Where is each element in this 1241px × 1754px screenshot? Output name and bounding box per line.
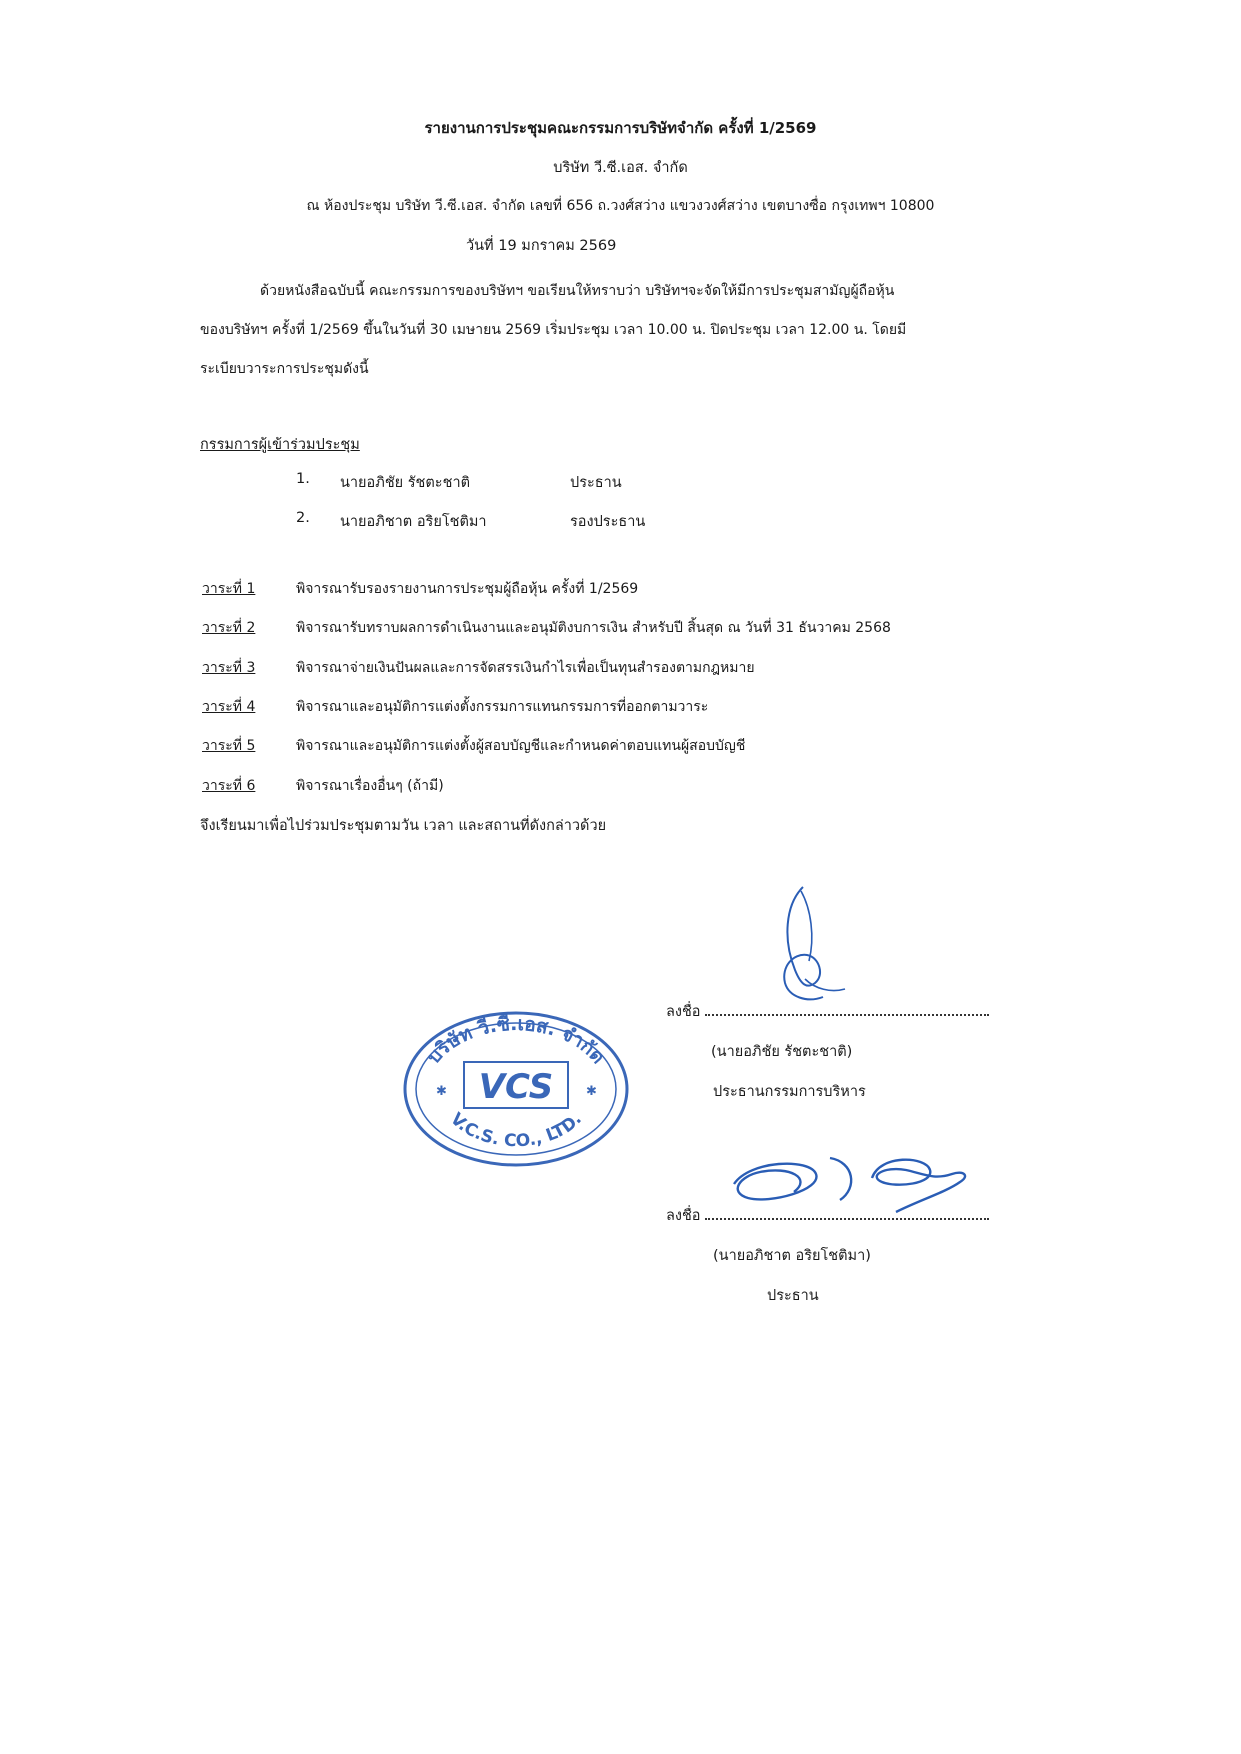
meeting-location: ณ ห้องประชุม บริษัท วี.ซี.เอส. จำกัด เลขที่ 656 ถ.วงศ์สว่าง แขวงวงศ์สว่าง เขตบางซื่อ กรุงเทพฯ 10800: [306, 198, 935, 214]
signature-2-name: (นายอภิชาต อริยโชติมา): [713, 1248, 871, 1264]
stamp-logo: [464, 1062, 568, 1108]
intro-line: ด้วยหนังสือฉบับนี้ คณะกรรมการของบริษัทฯ ขอเรียนให้ทราบว่า บริษัทฯจะจัดให้มีการประชุมสามัญผู้ถือหุ้น: [260, 283, 895, 299]
signature-2-line: [666, 1204, 989, 1227]
stamp-top-text: บริษัท วี.ซี.เอส. จำกัด: [422, 1012, 610, 1069]
signature-1-dotted-line: [705, 1000, 989, 1016]
intro-line: ระเบียบวาระการประชุมดังนี้: [200, 361, 369, 377]
signature-1-name: (นายอภิชัย รัชตะชาติ): [711, 1044, 853, 1060]
meeting-date: วันที่ 19 มกราคม 2569: [466, 238, 617, 254]
star-icon: ✱: [436, 1084, 447, 1099]
agenda-text: พิจารณาจ่ายเงินปันผลและการจัดสรรเงินกำไรเพื่อเป็นทุนสำรองตามกฎหมาย: [296, 660, 755, 676]
agenda-text: พิจารณารับรองรายงานการประชุมผู้ถือหุ้น ครั้งที่ 1/2569: [296, 581, 639, 597]
signature-2-label: ลงชื่อ: [666, 1208, 701, 1224]
director-role: ประธาน: [570, 475, 622, 491]
agenda-label: วาระที่ 5: [202, 738, 256, 754]
svg-text:VCS: VCS: [478, 1067, 554, 1107]
agenda-text: พิจารณาและอนุมัติการแต่งตั้งกรรมการแทนกรรมการที่ออกตามวาระ: [296, 699, 709, 715]
director-number: 1.: [296, 471, 310, 487]
star-icon: ✱: [586, 1084, 597, 1099]
signature-1-handwriting: [745, 885, 855, 1005]
signature-2-dotted-line: [705, 1204, 989, 1220]
agenda-label: วาระที่ 3: [202, 660, 256, 676]
stamp-bottom-text: V.C.S. CO., LTD.: [446, 1109, 586, 1152]
agenda-label: วาระที่ 4: [202, 699, 256, 715]
agenda-text: พิจารณาเรื่องอื่นๆ (ถ้ามี): [296, 778, 444, 794]
signature-1-position: ประธานกรรมการบริหาร: [713, 1084, 866, 1100]
intro-line: ของบริษัทฯ ครั้งที่ 1/2569 ขึ้นในวันที่ 30 เมษายน 2569 เริ่มประชุม เวลา 10.00 น. ปิดประชุม เวลา 12.00 น. โดยมี: [200, 322, 907, 338]
document-title: รายงานการประชุมคณะกรรมการบริษัทจำกัด ครั้งที่ 1/2569: [424, 119, 817, 137]
company-name: บริษัท วี.ซี.เอส. จำกัด: [553, 160, 688, 176]
company-stamp: [402, 1010, 630, 1168]
agenda-text: พิจารณารับทราบผลการดำเนินงานและอนุมัติงบการเงิน สำหรับปี สิ้นสุด ณ วันที่ 31 ธันวาคม 2568: [296, 620, 891, 636]
agenda-text: พิจารณาและอนุมัติการแต่งตั้งผู้สอบบัญชีและกำหนดค่าตอบแทนผู้สอบบัญชี: [296, 738, 746, 754]
director-name: นายอภิชาต อริยโชติมา: [340, 514, 487, 530]
intro-paragraph: [200, 272, 1000, 389]
signature-1-line: [666, 1000, 989, 1023]
director-name: นายอภิชัย รัชตะชาติ: [340, 475, 470, 491]
agenda-label: วาระที่ 2: [202, 620, 256, 636]
agenda-label: วาระที่ 6: [202, 778, 256, 794]
directors-heading: กรรมการผู้เข้าร่วมประชุม: [200, 437, 360, 453]
signature-1-label: ลงชื่อ: [666, 1004, 701, 1020]
director-role: รองประธาน: [570, 514, 646, 530]
director-number: 2.: [296, 510, 310, 526]
signature-2-position: ประธาน: [767, 1288, 819, 1304]
agenda-label: วาระที่ 1: [202, 581, 256, 597]
closing-statement: จึงเรียนมาเพื่อไปร่วมประชุมตามวัน เวลา และสถานที่ดังกล่าวด้วย: [200, 818, 607, 834]
